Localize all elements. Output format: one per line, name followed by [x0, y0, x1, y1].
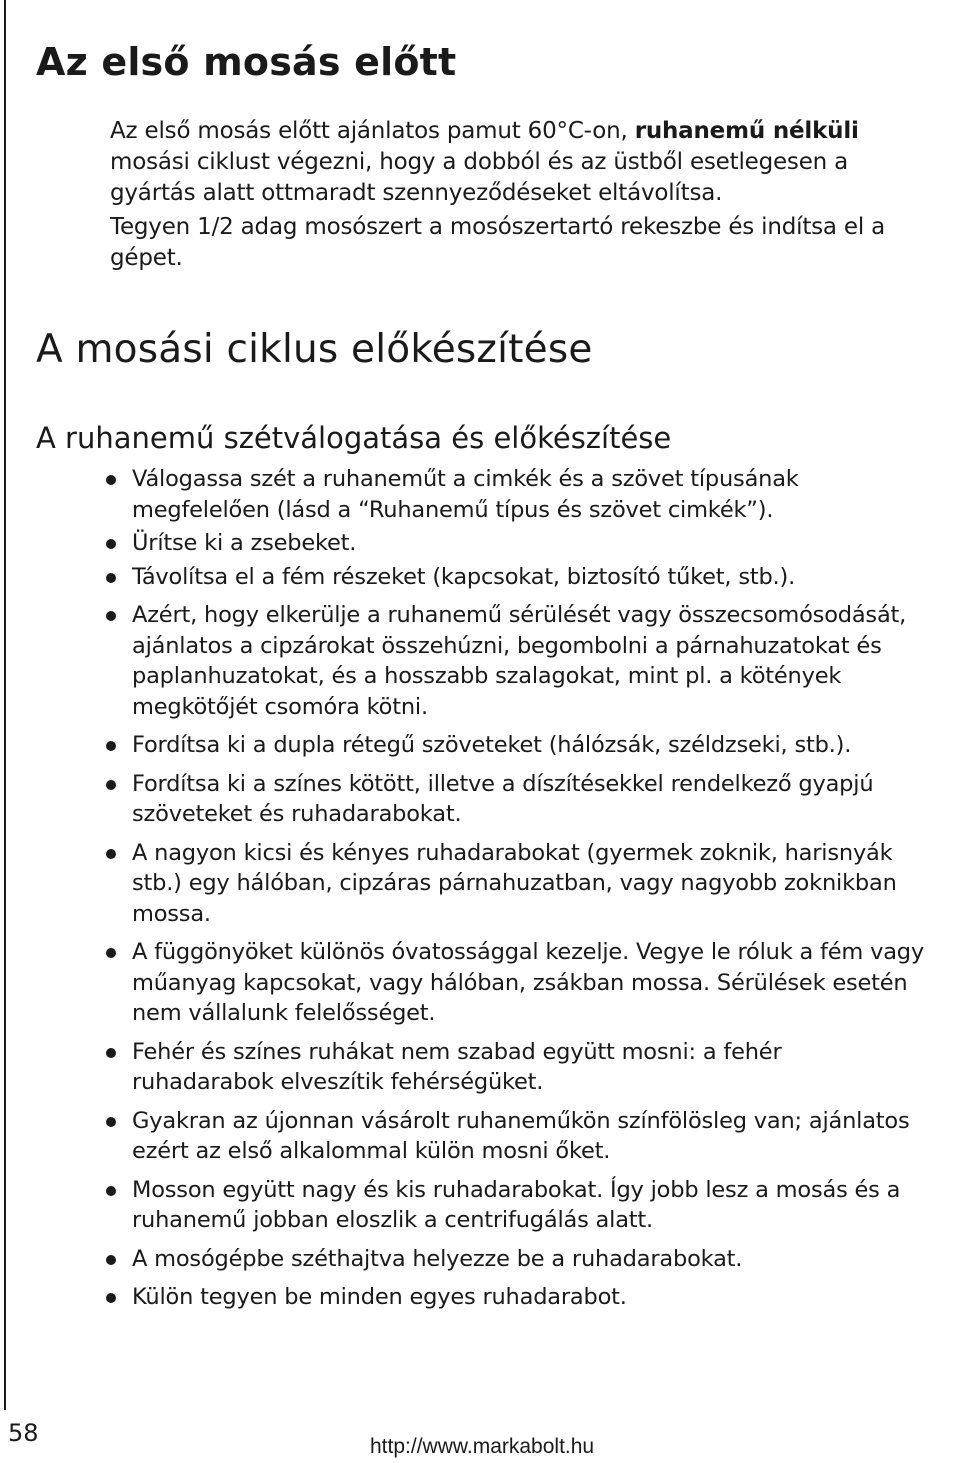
list-item-text: Válogassa szét a ruhaneműt a cimkék és a szövet típusának megfelelően (lásd a “Ruhanemű típus és szövet cimkék”).: [132, 466, 799, 523]
list-item: [104, 1244, 928, 1275]
list-item: [104, 464, 928, 525]
intro-paragraph-2: Tegyen 1/2 adag mosószert a mosószertartó rekeszbe és indítsa el a gépet.: [110, 214, 886, 271]
bullet-icon: [106, 1117, 116, 1127]
bullet-icon: [106, 780, 116, 790]
list-item: [104, 838, 928, 930]
list-item-text: Ürítse ki a zsebeket.: [132, 530, 357, 556]
list-item-text: Külön tegyen be minden egyes ruhadarabot.: [132, 1284, 627, 1310]
list-item-text: Távolítsa el a fém részeket (kapcsokat, biztosító tűket, stb.).: [132, 563, 796, 590]
list-item-text: Fordítsa ki a dupla rétegű szöveteket (hálózsák, széldzseki, stb.).: [132, 732, 852, 758]
bullet-icon: [106, 1186, 116, 1196]
list-item-text: A mosógépbe széthajtva helyezze be a ruhadarabokat.: [132, 1245, 743, 1272]
instruction-list: [104, 464, 928, 1321]
bullet-icon: [106, 948, 116, 958]
bullet-icon: [106, 741, 116, 751]
section-heading: A mosási ciklus előkészítése: [36, 327, 593, 372]
list-item-text: A nagyon kicsi és kényes ruhadarabokat (gyermek zoknik, harisnyák stb.) egy hálóban, cipzáras párnahuzatban, vagy nagyobb zoknikban mossa.: [132, 839, 897, 927]
list-item-text: Fordítsa ki a színes kötött, illetve a díszítésekkel rendelkező gyapjú szöveteket és ruhadarabokat.: [132, 770, 874, 827]
margin-rule: [4, 0, 6, 1410]
list-item: [104, 730, 928, 761]
bullet-icon: [106, 1048, 116, 1058]
list-item: [104, 1175, 928, 1236]
list-item-text: Azért, hogy elkerülje a ruhanemű sérülését vagy összecsomósodását, ajánlatos a cipzárokat összehúzni, begombolni a párnahuzatokat és paplanhuzatokat, és a hosszabb szalagokat, mint pl. a kötények megkötőjét csomóra kötni.: [132, 602, 907, 720]
bullet-icon: [106, 849, 116, 859]
list-item: [104, 1282, 928, 1313]
intro-text: [110, 116, 925, 274]
list-item-text: A függönyöket különös óvatossággal kezelje. Vegye le róluk a fém vagy műanyag kapcsokat, vagy hálóban, zsákban mossa. Sérülések esetén nem vállalunk felelősséget.: [132, 939, 924, 1026]
list-item: [104, 1106, 928, 1167]
intro-paragraph-1-bold: ruhanemű nélküli: [634, 118, 859, 144]
bullet-icon: [106, 539, 116, 549]
footer-url-link[interactable]: http://www.markabolt.hu: [370, 1435, 595, 1458]
list-item: [104, 769, 928, 830]
list-item-text: Fehér és színes ruhákat nem szabad együtt mosni: a fehér ruhadarabok elveszítik fehérségüket.: [132, 1038, 782, 1095]
subsection-heading: A ruhanemű szétválogatása és előkészítése: [36, 421, 672, 455]
list-item: [104, 528, 928, 559]
intro-paragraph-1-start: Az első mosás előtt ajánlatos pamut 60°C-on,: [110, 118, 635, 144]
bullet-icon: [106, 611, 116, 621]
intro-paragraph-1: [110, 116, 925, 209]
list-item: [104, 600, 928, 722]
list-item: [104, 562, 928, 593]
list-item-text: Mosson együtt nagy és kis ruhadarabokat. Így jobb lesz a mosás és a ruhanemű jobban eloszlik a centrifugálás alatt.: [132, 1176, 901, 1233]
bullet-icon: [106, 1293, 116, 1303]
page-title: Az első mosás előtt: [36, 40, 457, 84]
page-number: 58: [8, 1419, 39, 1447]
list-item: [104, 937, 928, 1029]
bullet-icon: [106, 573, 116, 583]
bullet-icon: [106, 1255, 116, 1265]
list-item: [104, 1037, 928, 1098]
list-item-text: Gyakran az újonnan vásárolt ruhaneműkön színfölösleg van; ajánlatos ezért az első alkalommal külön mosni őket.: [132, 1107, 910, 1164]
bullet-icon: [106, 475, 116, 485]
intro-paragraph-1-end: mosási ciklust végezni, hogy a dobból és az üstből esetlegesen a gyártás alatt ottmaradt szennyeződéseket eltávolítsa.: [110, 149, 849, 206]
